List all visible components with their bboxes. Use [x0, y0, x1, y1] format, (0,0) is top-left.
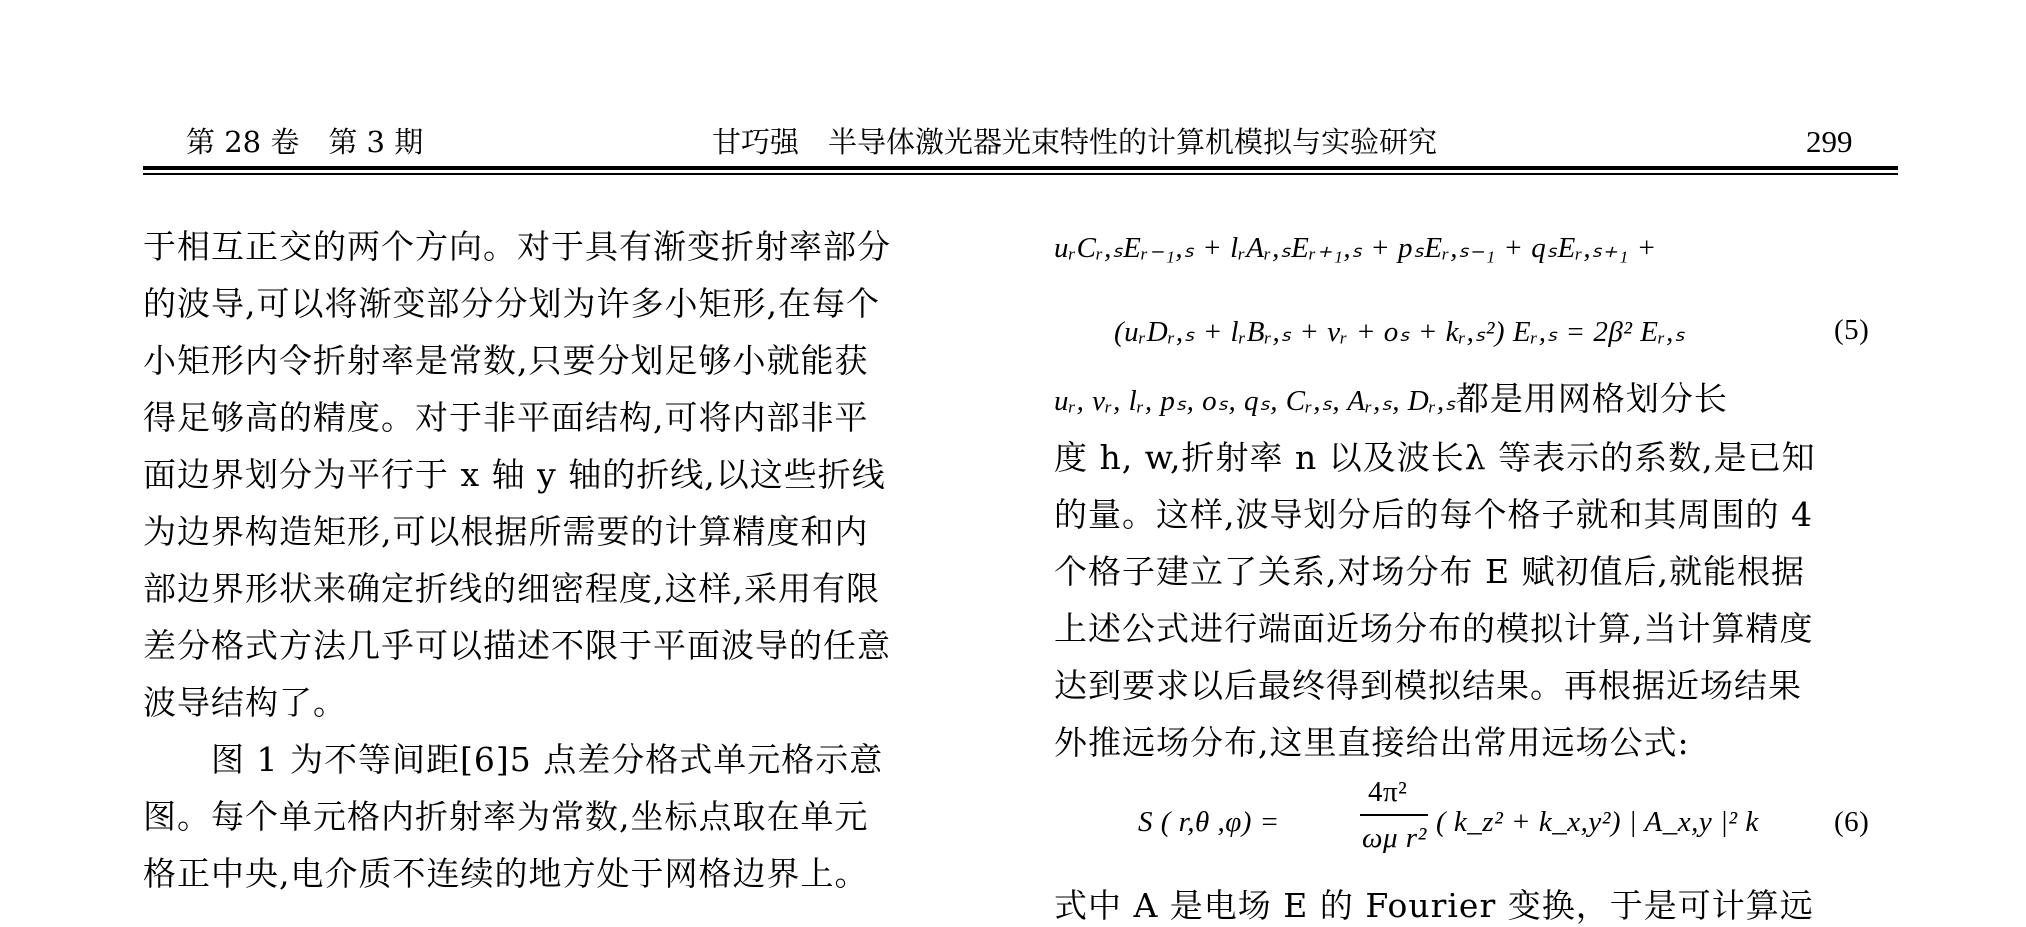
- left-line-6: 为边界构造矩形,可以根据所需要的计算精度和内: [143, 512, 869, 551]
- equation-5-line-2: (uᵣDᵣ,ₛ + lᵣBᵣ,ₛ + vᵣ + oₛ + kᵣ,ₛ²) Eᵣ,ₛ = 2β² Eᵣ,ₛ: [1114, 316, 1686, 348]
- left-line-3: 小矩形内令折射率是常数,只要分划足够小就能获: [143, 341, 869, 380]
- equation-6-numerator: 4π²: [1368, 776, 1408, 808]
- right-line-2: 度 h, w,折射率 n 以及波长λ 等表示的系数,是已知: [1054, 438, 1816, 477]
- left-line-4: 得足够高的精度。对于非平面结构,可将内部非平: [143, 398, 869, 437]
- coefficient-line-tail: 都是用网格划分长: [1455, 379, 1728, 418]
- left-line-2: 的波导,可以将渐变部分分划为许多小矩形,在每个: [143, 284, 880, 323]
- left-line-5: 面边界划分为平行于 x 轴 y 轴的折线,以这些折线: [143, 455, 886, 494]
- right-line-7: 外推远场分布,这里直接给出常用远场公式:: [1054, 723, 1690, 762]
- left-line-11: 图。每个单元格内折射率为常数,坐标点取在单元: [143, 797, 869, 836]
- right-line-5: 上述公式进行端面近场分布的模拟计算,当计算精度: [1054, 609, 1814, 648]
- left-line-8: 差分格式方法几乎可以描述不限于平面波导的任意: [143, 626, 891, 665]
- equation-6-rhs: ( k_z² + k_x,y²) | A_x,y |² k: [1436, 806, 1759, 838]
- right-line-3: 的量。这样,波导划分后的每个格子就和其周围的 4: [1054, 495, 1813, 534]
- left-line-9: 波导结构了。: [143, 683, 347, 722]
- equation-6-number: (6): [1834, 806, 1870, 838]
- left-line-1: 于相互正交的两个方向。对于具有渐变折射率部分: [143, 227, 891, 266]
- equation-6-fraction-bar: [1360, 814, 1428, 816]
- equation-5-line-1: uᵣCᵣ,ₛEᵣ₋₁,ₛ + lᵣAᵣ,ₛEᵣ₊₁,ₛ + pₛEᵣ,ₛ₋₁ + qₛEᵣ,ₛ₊₁ +: [1054, 232, 1657, 264]
- coefficient-list: uᵣ, vᵣ, lᵣ, pₛ, oₛ, qₛ, Cᵣ,ₛ, Aᵣ,ₛ, Dᵣ,ₛ: [1054, 385, 1456, 417]
- right-line-6: 达到要求以后最终得到模拟结果。再根据近场结果: [1054, 666, 1802, 705]
- coefficient-line: [1054, 373, 1728, 420]
- header-rule-thick: [143, 166, 1898, 170]
- left-line-10: 图 1 为不等间距[6]5 点差分格式单元格示意: [143, 740, 884, 779]
- equation-6-denominator: ωμ r²: [1362, 822, 1427, 854]
- journal-volume-issue: 第 28 卷 第 3 期: [186, 125, 424, 159]
- left-line-7: 部边界形状来确定折线的细密程度,这样,采用有限: [143, 569, 880, 608]
- page-number: 299: [1806, 124, 1853, 159]
- header-rule-thin: [143, 173, 1898, 175]
- equation-6-lhs: S ( r,θ ,φ) =: [1138, 806, 1280, 838]
- left-line-12: 格正中央,电介质不连续的地方处于网格边界上。: [143, 854, 869, 893]
- right-line-cut-off: 式中 A 是电场 E 的 Fourier 变换，于是可计算远: [1054, 886, 1814, 925]
- running-title: 甘巧强 半导体激光器光束特性的计算机模拟与实验研究: [712, 125, 1438, 159]
- equation-5-number: (5): [1834, 314, 1870, 346]
- right-line-4: 个格子建立了关系,对场分布 E 赋初值后,就能根据: [1054, 552, 1806, 591]
